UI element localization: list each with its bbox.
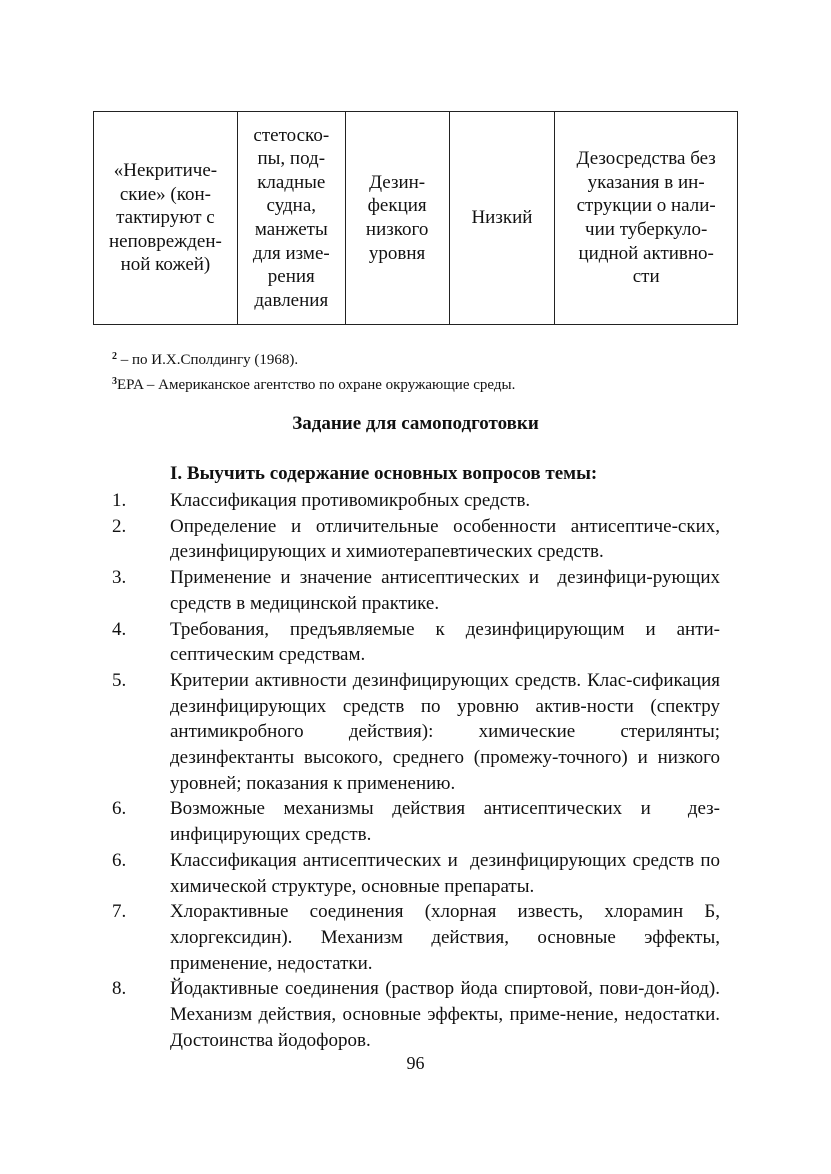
list-item: 3. Применение и значение антисептических и дезинфици-рующих средств в медицинской практике. (112, 567, 720, 614)
list-item: 5. Критерии активности дезинфицирующих средств. Клас-сификация дезинфицирующих средств по уровню актив-ности (спектру антимикробного действия): химические стерилянты; дезинфектанты высокого, среднего (промежу-точного) и низкого уровней; показания к применению. (112, 669, 720, 794)
table-row (94, 112, 738, 325)
footnote-3: $^3$EPA – Американское агентство по охране окружающие среды. (112, 376, 516, 393)
table-cell-method: Дезин- фекция низкого уровня (345, 112, 449, 325)
list-item: 4. Требования, предъявляемые к дезинфицирующим и анти-септическим средствам. (112, 618, 720, 666)
list-item: 8. Йодактивные соединения (раствор йода спиртовой, пови-дон-йод). Механизм действия, основные эффекты, приме-нение, недостатки. Достоинства йодофоров. (112, 978, 720, 1051)
table-cell-category: «Некритиче- ские» (кон- тактируют с неповрежден- ной кожей) (94, 112, 238, 325)
list-item: 6. Классификация антисептических и дезинфицирующих средств по химической структуре, основные препараты. (112, 849, 720, 897)
footnote-2: $^2$ – по И.Х.Сполдингу (1968). (112, 351, 299, 368)
page-number: 96 (406, 1053, 425, 1073)
table-cell-agent: Дезосредства без указания в ин- струкции о нали- чии туберкуло- цидной активно- сти (555, 112, 738, 325)
list-item: 7. Хлорактивные соединения (хлорная известь, хлорамин Б, хлоргексидин). Механизм действия, основные эффекты, применение, недостатки. (112, 901, 720, 974)
footnotes (112, 346, 515, 396)
questions-list (112, 488, 720, 1053)
section-subheading: I. Выучить содержание основных вопросов темы: (170, 463, 598, 484)
list-item: 6. Возможные механизмы действия антисептических и дез-инфицирующих средств. (112, 798, 720, 846)
list-item: 2. Определение и отличительные особенности антисептиче-ских, дезинфицирующих и химиотерапевтических средств. (112, 515, 720, 563)
section-heading: Задание для самоподготовки (292, 413, 539, 434)
table-cell-level: Низкий (449, 112, 555, 325)
table-cell-examples: стетоско- пы, под- кладные судна, манжеты для изме- рения давления (237, 112, 345, 325)
disinfection-table (93, 111, 738, 325)
list-item: 1. Классификация противомикробных средств. (112, 490, 531, 511)
